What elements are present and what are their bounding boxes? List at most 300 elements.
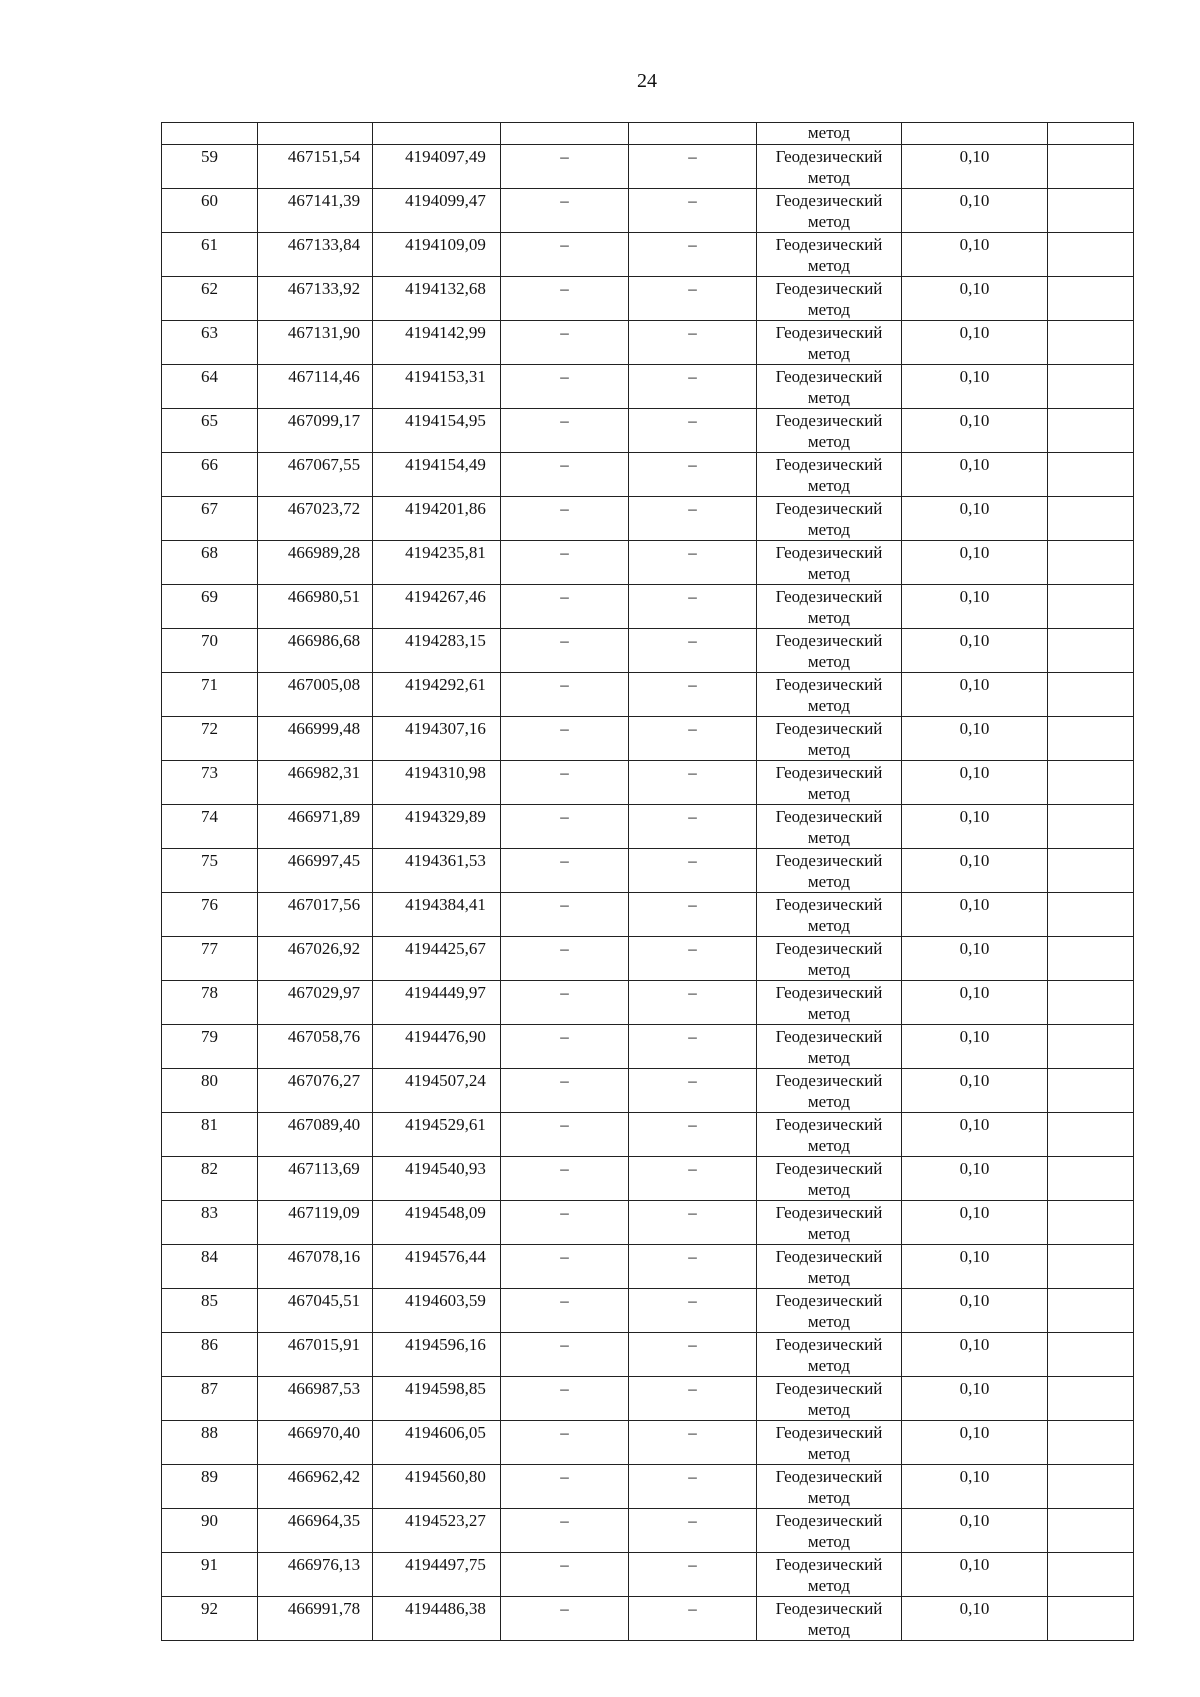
table-cell <box>1048 981 1134 1025</box>
dash-cell: – <box>501 1421 629 1465</box>
point-number: 81 <box>162 1113 258 1157</box>
table-cell <box>1048 1465 1134 1509</box>
accuracy-cell: 0,10 <box>902 585 1048 629</box>
table-row <box>162 1113 1134 1157</box>
coord-y: 4194576,44 <box>373 1245 501 1289</box>
coord-x: 466997,45 <box>258 849 373 893</box>
method-cell: Геодезический метод <box>757 409 902 453</box>
method-cell: Геодезический метод <box>757 1553 902 1597</box>
point-number: 64 <box>162 365 258 409</box>
accuracy-cell: 0,10 <box>902 277 1048 321</box>
table-row <box>162 893 1134 937</box>
method-cell: Геодезический метод <box>757 1597 902 1641</box>
dash-cell: – <box>629 673 757 717</box>
table-cell <box>1048 145 1134 189</box>
accuracy-cell: 0,10 <box>902 233 1048 277</box>
dash-cell: – <box>501 1113 629 1157</box>
coord-x: 467067,55 <box>258 453 373 497</box>
table-row <box>162 1069 1134 1113</box>
accuracy-cell: 0,10 <box>902 1465 1048 1509</box>
coord-x: 466970,40 <box>258 1421 373 1465</box>
method-cell: Геодезический метод <box>757 497 902 541</box>
coord-x: 466991,78 <box>258 1597 373 1641</box>
table-cell <box>501 123 629 145</box>
coord-x: 467114,46 <box>258 365 373 409</box>
dash-cell: – <box>629 233 757 277</box>
table-row <box>162 233 1134 277</box>
dash-cell: – <box>629 805 757 849</box>
point-number: 80 <box>162 1069 258 1113</box>
coord-x: 467017,56 <box>258 893 373 937</box>
dash-cell: – <box>629 1553 757 1597</box>
point-number: 62 <box>162 277 258 321</box>
dash-cell: – <box>629 497 757 541</box>
coord-x: 467023,72 <box>258 497 373 541</box>
method-cell: Геодезический метод <box>757 717 902 761</box>
method-cell: Геодезический метод <box>757 1377 902 1421</box>
point-number: 82 <box>162 1157 258 1201</box>
dash-cell: – <box>501 1069 629 1113</box>
coord-x: 467026,92 <box>258 937 373 981</box>
point-number: 76 <box>162 893 258 937</box>
table-row <box>162 673 1134 717</box>
coord-x: 467133,84 <box>258 233 373 277</box>
method-cell: Геодезический метод <box>757 981 902 1025</box>
coord-x: 467099,17 <box>258 409 373 453</box>
coord-y: 4194497,75 <box>373 1553 501 1597</box>
dash-cell: – <box>629 981 757 1025</box>
method-cell: Геодезический метод <box>757 1069 902 1113</box>
dash-cell: – <box>501 1157 629 1201</box>
point-number: 86 <box>162 1333 258 1377</box>
method-cell: Геодезический метод <box>757 1333 902 1377</box>
table-cell <box>1048 1201 1134 1245</box>
accuracy-cell: 0,10 <box>902 321 1048 365</box>
dash-cell: – <box>629 629 757 673</box>
table-row <box>162 629 1134 673</box>
coord-y: 4194235,81 <box>373 541 501 585</box>
accuracy-cell: 0,10 <box>902 365 1048 409</box>
accuracy-cell: 0,10 <box>902 1289 1048 1333</box>
table-row <box>162 1245 1134 1289</box>
accuracy-cell: 0,10 <box>902 1201 1048 1245</box>
table-cell <box>1048 849 1134 893</box>
dash-cell: – <box>629 585 757 629</box>
method-cell: Геодезический метод <box>757 1509 902 1553</box>
dash-cell: – <box>629 1245 757 1289</box>
accuracy-cell: 0,10 <box>902 981 1048 1025</box>
method-cell: Геодезический метод <box>757 1465 902 1509</box>
point-number: 87 <box>162 1377 258 1421</box>
table-cell <box>1048 321 1134 365</box>
dash-cell: – <box>629 541 757 585</box>
table-cell <box>1048 123 1134 145</box>
method-cell: Геодезический метод <box>757 849 902 893</box>
accuracy-cell: 0,10 <box>902 1069 1048 1113</box>
dash-cell: – <box>501 1333 629 1377</box>
table-cell <box>1048 1377 1134 1421</box>
coord-x: 467015,91 <box>258 1333 373 1377</box>
dash-cell: – <box>501 673 629 717</box>
table-row <box>162 1597 1134 1641</box>
dash-cell: – <box>629 1113 757 1157</box>
table-cell <box>1048 365 1134 409</box>
dash-cell: – <box>501 541 629 585</box>
method-cell: Геодезический метод <box>757 541 902 585</box>
method-cell: Геодезический метод <box>757 189 902 233</box>
dash-cell: – <box>501 321 629 365</box>
coord-y: 4194201,86 <box>373 497 501 541</box>
table-cell <box>1048 277 1134 321</box>
table-row <box>162 717 1134 761</box>
table-cell <box>1048 1025 1134 1069</box>
coord-y: 4194523,27 <box>373 1509 501 1553</box>
method-cell: Геодезический метод <box>757 1421 902 1465</box>
table-row <box>162 1421 1134 1465</box>
coord-x: 466980,51 <box>258 585 373 629</box>
accuracy-cell: 0,10 <box>902 629 1048 673</box>
point-number: 78 <box>162 981 258 1025</box>
coord-x: 466999,48 <box>258 717 373 761</box>
point-number: 68 <box>162 541 258 585</box>
dash-cell: – <box>629 1377 757 1421</box>
dash-cell: – <box>501 233 629 277</box>
table-row <box>162 981 1134 1025</box>
table-cell <box>1048 893 1134 937</box>
dash-cell: – <box>629 893 757 937</box>
coord-y: 4194548,09 <box>373 1201 501 1245</box>
table-row <box>162 365 1134 409</box>
table-cell <box>162 123 258 145</box>
point-number: 90 <box>162 1509 258 1553</box>
coord-x: 467119,09 <box>258 1201 373 1245</box>
coord-y: 4194507,24 <box>373 1069 501 1113</box>
accuracy-cell: 0,10 <box>902 409 1048 453</box>
coord-y: 4194529,61 <box>373 1113 501 1157</box>
coord-y: 4194307,16 <box>373 717 501 761</box>
accuracy-cell: 0,10 <box>902 1245 1048 1289</box>
coord-x: 467005,08 <box>258 673 373 717</box>
dash-cell: – <box>629 1201 757 1245</box>
table-cell <box>1048 1553 1134 1597</box>
coord-y: 4194476,90 <box>373 1025 501 1069</box>
table-cell <box>1048 541 1134 585</box>
method-cell: Геодезический метод <box>757 673 902 717</box>
coord-y: 4194154,95 <box>373 409 501 453</box>
table-row <box>162 409 1134 453</box>
table-cell <box>258 123 373 145</box>
table-cell <box>1048 1509 1134 1553</box>
dash-cell: – <box>629 1597 757 1641</box>
dash-cell: – <box>501 1509 629 1553</box>
accuracy-cell: 0,10 <box>902 1333 1048 1377</box>
table-cell <box>1048 189 1134 233</box>
method-cell: Геодезический метод <box>757 1157 902 1201</box>
accuracy-cell: 0,10 <box>902 1157 1048 1201</box>
coord-x: 467131,90 <box>258 321 373 365</box>
dash-cell: – <box>501 1597 629 1641</box>
accuracy-cell: 0,10 <box>902 1553 1048 1597</box>
coord-x: 466982,31 <box>258 761 373 805</box>
coord-y: 4194540,93 <box>373 1157 501 1201</box>
table-cell <box>1048 1069 1134 1113</box>
coord-y: 4194329,89 <box>373 805 501 849</box>
point-number: 66 <box>162 453 258 497</box>
coord-y: 4194142,99 <box>373 321 501 365</box>
dash-cell: – <box>629 189 757 233</box>
table-row <box>162 849 1134 893</box>
coord-x: 466962,42 <box>258 1465 373 1509</box>
point-number: 67 <box>162 497 258 541</box>
table-cell <box>1048 233 1134 277</box>
table-cell <box>1048 1421 1134 1465</box>
dash-cell: – <box>629 1421 757 1465</box>
table-row <box>162 541 1134 585</box>
coord-y: 4194283,15 <box>373 629 501 673</box>
method-fragment: метод <box>807 123 851 142</box>
point-number: 60 <box>162 189 258 233</box>
table-row <box>162 1025 1134 1069</box>
table-cell <box>1048 1157 1134 1201</box>
dash-cell: – <box>501 365 629 409</box>
point-number: 89 <box>162 1465 258 1509</box>
table-row <box>162 805 1134 849</box>
dash-cell: – <box>501 453 629 497</box>
point-number: 88 <box>162 1421 258 1465</box>
method-cell: Геодезический метод <box>757 1025 902 1069</box>
table-cell <box>1048 409 1134 453</box>
dash-cell: – <box>629 761 757 805</box>
dash-cell: – <box>501 981 629 1025</box>
dash-cell: – <box>629 1157 757 1201</box>
coord-y: 4194606,05 <box>373 1421 501 1465</box>
table-row <box>162 1465 1134 1509</box>
method-cell <box>757 123 902 145</box>
coord-y: 4194603,59 <box>373 1289 501 1333</box>
dash-cell: – <box>629 453 757 497</box>
accuracy-cell: 0,10 <box>902 805 1048 849</box>
accuracy-cell: 0,10 <box>902 937 1048 981</box>
table-cell <box>1048 1289 1134 1333</box>
accuracy-cell: 0,10 <box>902 761 1048 805</box>
dash-cell: – <box>629 937 757 981</box>
table-row <box>162 1333 1134 1377</box>
coord-y: 4194154,49 <box>373 453 501 497</box>
coord-x: 466986,68 <box>258 629 373 673</box>
accuracy-cell: 0,10 <box>902 849 1048 893</box>
point-number: 84 <box>162 1245 258 1289</box>
table-cell <box>1048 585 1134 629</box>
method-cell: Геодезический метод <box>757 453 902 497</box>
table-row <box>162 761 1134 805</box>
table-row <box>162 453 1134 497</box>
dash-cell: – <box>629 717 757 761</box>
point-number: 79 <box>162 1025 258 1069</box>
coord-x: 467133,92 <box>258 277 373 321</box>
dash-cell: – <box>501 805 629 849</box>
point-number: 63 <box>162 321 258 365</box>
coord-x: 467089,40 <box>258 1113 373 1157</box>
dash-cell: – <box>501 937 629 981</box>
table-cell <box>1048 761 1134 805</box>
coord-y: 4194310,98 <box>373 761 501 805</box>
coord-x: 466964,35 <box>258 1509 373 1553</box>
table-row <box>162 585 1134 629</box>
table-cell <box>1048 497 1134 541</box>
coord-x: 467076,27 <box>258 1069 373 1113</box>
dash-cell: – <box>629 409 757 453</box>
dash-cell: – <box>501 277 629 321</box>
dash-cell: – <box>629 1465 757 1509</box>
point-number: 59 <box>162 145 258 189</box>
table-cell <box>1048 1597 1134 1641</box>
dash-cell: – <box>629 145 757 189</box>
table-row <box>162 1157 1134 1201</box>
table-row <box>162 277 1134 321</box>
point-number: 83 <box>162 1201 258 1245</box>
table-cell <box>1048 453 1134 497</box>
point-number: 73 <box>162 761 258 805</box>
coord-y: 4194425,67 <box>373 937 501 981</box>
method-cell: Геодезический метод <box>757 1289 902 1333</box>
coord-y: 4194384,41 <box>373 893 501 937</box>
coord-y: 4194099,47 <box>373 189 501 233</box>
method-cell: Геодезический метод <box>757 1113 902 1157</box>
coord-y: 4194132,68 <box>373 277 501 321</box>
dash-cell: – <box>501 1553 629 1597</box>
point-number: 74 <box>162 805 258 849</box>
accuracy-cell: 0,10 <box>902 189 1048 233</box>
accuracy-cell: 0,10 <box>902 145 1048 189</box>
dash-cell: – <box>501 761 629 805</box>
table-row <box>162 497 1134 541</box>
point-number: 61 <box>162 233 258 277</box>
table-row <box>162 1377 1134 1421</box>
dash-cell: – <box>501 585 629 629</box>
coord-y: 4194361,53 <box>373 849 501 893</box>
method-cell: Геодезический метод <box>757 629 902 673</box>
dash-cell: – <box>501 409 629 453</box>
dash-cell: – <box>629 321 757 365</box>
accuracy-cell: 0,10 <box>902 1025 1048 1069</box>
coord-y: 4194153,31 <box>373 365 501 409</box>
table-cell <box>1048 1113 1134 1157</box>
dash-cell: – <box>629 365 757 409</box>
accuracy-cell: 0,10 <box>902 453 1048 497</box>
dash-cell: – <box>501 893 629 937</box>
dash-cell: – <box>629 1025 757 1069</box>
coord-y: 4194598,85 <box>373 1377 501 1421</box>
accuracy-cell: 0,10 <box>902 1421 1048 1465</box>
method-cell: Геодезический метод <box>757 585 902 629</box>
dash-cell: – <box>629 849 757 893</box>
method-cell: Геодезический метод <box>757 233 902 277</box>
dash-cell: – <box>629 1333 757 1377</box>
table-row <box>162 1289 1134 1333</box>
coord-x: 466976,13 <box>258 1553 373 1597</box>
accuracy-cell: 0,10 <box>902 497 1048 541</box>
dash-cell: – <box>629 1509 757 1553</box>
dash-cell: – <box>501 1289 629 1333</box>
point-number: 72 <box>162 717 258 761</box>
dash-cell: – <box>501 497 629 541</box>
table-cell <box>902 123 1048 145</box>
method-cell: Геодезический метод <box>757 1201 902 1245</box>
method-cell: Геодезический метод <box>757 321 902 365</box>
point-number: 92 <box>162 1597 258 1641</box>
point-number: 71 <box>162 673 258 717</box>
method-cell: Геодезический метод <box>757 365 902 409</box>
page-number: 24 <box>637 70 657 92</box>
dash-cell: – <box>501 1377 629 1421</box>
coord-y: 4194560,80 <box>373 1465 501 1509</box>
table-cell <box>1048 673 1134 717</box>
dash-cell: – <box>501 145 629 189</box>
point-number: 91 <box>162 1553 258 1597</box>
coord-y: 4194596,16 <box>373 1333 501 1377</box>
coord-x: 466987,53 <box>258 1377 373 1421</box>
table-row <box>162 1553 1134 1597</box>
accuracy-cell: 0,10 <box>902 673 1048 717</box>
table-cell <box>1048 1245 1134 1289</box>
coord-x: 467113,69 <box>258 1157 373 1201</box>
table-row <box>162 937 1134 981</box>
coord-y: 4194097,49 <box>373 145 501 189</box>
table-cell <box>1048 717 1134 761</box>
dash-cell: – <box>501 717 629 761</box>
method-cell: Геодезический метод <box>757 145 902 189</box>
accuracy-cell: 0,10 <box>902 1509 1048 1553</box>
accuracy-cell: 0,10 <box>902 717 1048 761</box>
coord-x: 466971,89 <box>258 805 373 849</box>
coord-x: 466989,28 <box>258 541 373 585</box>
point-number: 65 <box>162 409 258 453</box>
coord-x: 467078,16 <box>258 1245 373 1289</box>
accuracy-cell: 0,10 <box>902 1597 1048 1641</box>
coord-x: 467029,97 <box>258 981 373 1025</box>
method-cell: Геодезический метод <box>757 893 902 937</box>
point-number: 75 <box>162 849 258 893</box>
dash-cell: – <box>501 1025 629 1069</box>
coord-y: 4194292,61 <box>373 673 501 717</box>
dash-cell: – <box>501 1465 629 1509</box>
table-cell <box>1048 1333 1134 1377</box>
point-number: 85 <box>162 1289 258 1333</box>
dash-cell: – <box>501 629 629 673</box>
table-cell <box>1048 937 1134 981</box>
table-row <box>162 1201 1134 1245</box>
point-number: 69 <box>162 585 258 629</box>
dash-cell: – <box>629 277 757 321</box>
method-cell: Геодезический метод <box>757 937 902 981</box>
method-cell: Геодезический метод <box>757 761 902 805</box>
method-cell: Геодезический метод <box>757 1245 902 1289</box>
dash-cell: – <box>501 1201 629 1245</box>
dash-cell: – <box>629 1069 757 1113</box>
accuracy-cell: 0,10 <box>902 541 1048 585</box>
table-cell <box>1048 629 1134 673</box>
method-cell: Геодезический метод <box>757 805 902 849</box>
table-row <box>162 1509 1134 1553</box>
table-cell <box>373 123 501 145</box>
table-cell <box>629 123 757 145</box>
coord-x: 467058,76 <box>258 1025 373 1069</box>
coord-y: 4194267,46 <box>373 585 501 629</box>
table-row <box>162 145 1134 189</box>
coord-x: 467141,39 <box>258 189 373 233</box>
table-row <box>162 321 1134 365</box>
coordinates-table <box>161 122 1134 1641</box>
